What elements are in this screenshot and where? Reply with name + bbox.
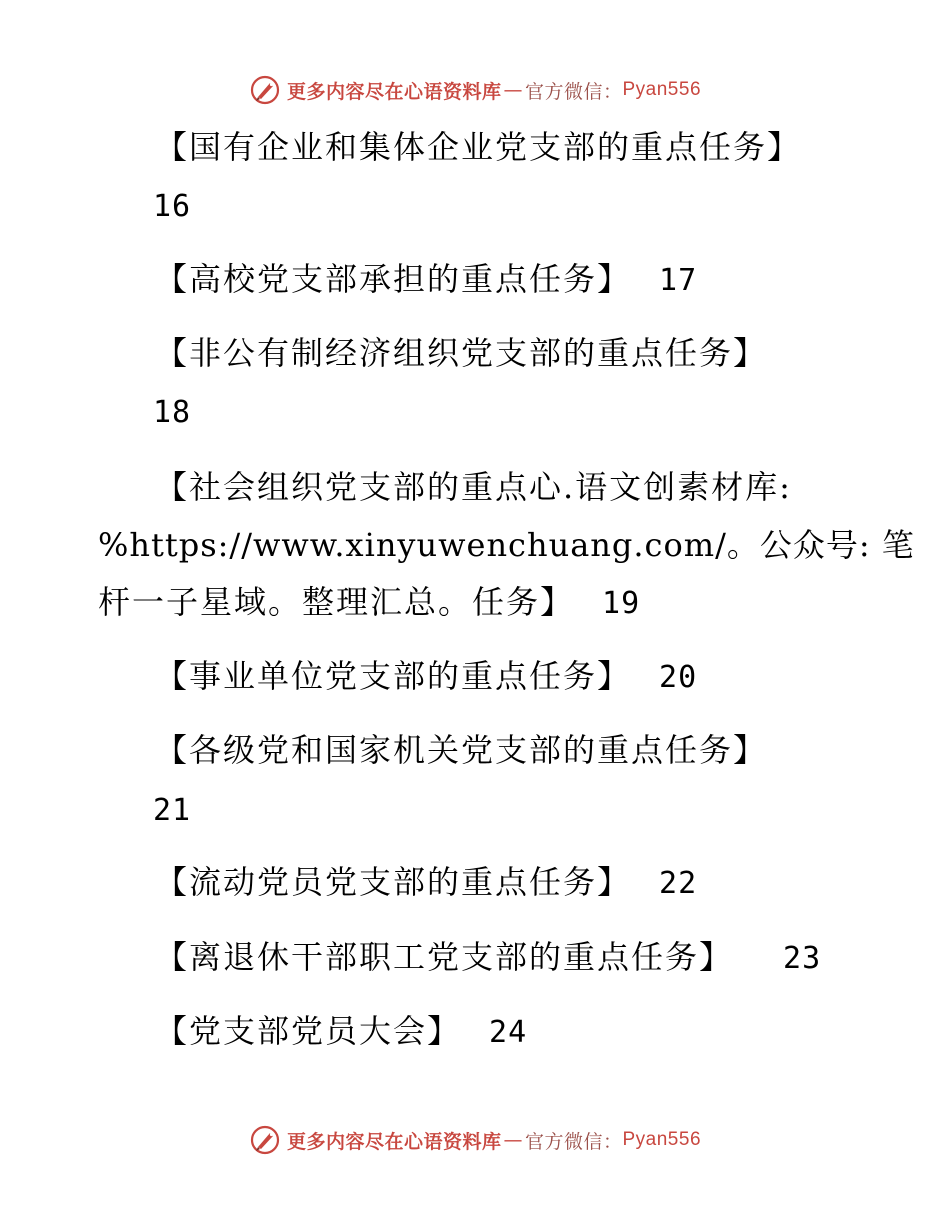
toc-entry-text: 【事业单位党支部的重点任务】 [155, 657, 632, 695]
toc-page-number: 23 [783, 941, 822, 976]
toc-entry-text-continued: %https://www.xinyuwenchuang.com/。公众号: 笔 [98, 526, 915, 564]
watermark-wechat-id: Pyan556 [622, 79, 702, 100]
toc-entry-text-continued: 杆一子星域。整理汇总。任务】 [98, 583, 575, 621]
toc-entry-text: 【党支部党员大会】 [155, 1012, 462, 1050]
watermark-wechat-label: 官方微信： [524, 80, 623, 103]
toc-entry-text: 【国有企业和集体企业党支部的重点任务】 [155, 128, 802, 166]
toc-entry [155, 1011, 527, 1053]
toc-page-number: 24 [489, 1015, 528, 1050]
toc-entry-text: 【社会组织党支部的重点心.语文创素材库: [155, 468, 792, 506]
toc-entry-page [153, 789, 191, 831]
toc-page-number: 20 [659, 660, 698, 695]
toc-page-number: 17 [659, 263, 698, 298]
toc-entry [155, 937, 821, 979]
toc-page-number: 22 [659, 866, 698, 901]
watermark-wechat-label: 官方微信： [524, 1130, 623, 1153]
watermark-main-text: 更多内容尽在心语资料库 [286, 1130, 502, 1153]
toc-page-number: 19 [602, 586, 641, 621]
footer-watermark [0, 1122, 950, 1158]
watermark-separator: — [503, 1129, 523, 1151]
toc-entry-text: 【各级党和国家机关党支部的重点任务】 [155, 731, 768, 769]
watermark-main-text: 更多内容尽在心语资料库 [286, 80, 502, 103]
toc-entry-text: 【高校党支部承担的重点任务】 [155, 260, 632, 298]
toc-entry [98, 582, 640, 624]
toc-entry-page [153, 185, 191, 227]
toc-page-number: 16 [153, 189, 192, 224]
header-watermark [0, 72, 950, 108]
watermark-separator: — [503, 79, 523, 101]
pen-logo-icon [249, 74, 281, 106]
toc-page-number: 21 [153, 793, 192, 828]
toc-entry [155, 259, 697, 301]
toc-entry-text: 【流动党员党支部的重点任务】 [155, 863, 632, 901]
toc-page-number: 18 [153, 395, 192, 430]
pen-logo-icon [249, 1124, 281, 1156]
toc-entry [155, 862, 697, 904]
toc-entry-page [153, 391, 191, 433]
toc-entry-text: 【离退休干部职工党支部的重点任务】 [155, 938, 734, 976]
toc-entry [155, 656, 697, 698]
toc-entry-text: 【非公有制经济组织党支部的重点任务】 [155, 334, 768, 372]
watermark-wechat-id: Pyan556 [622, 1129, 702, 1150]
